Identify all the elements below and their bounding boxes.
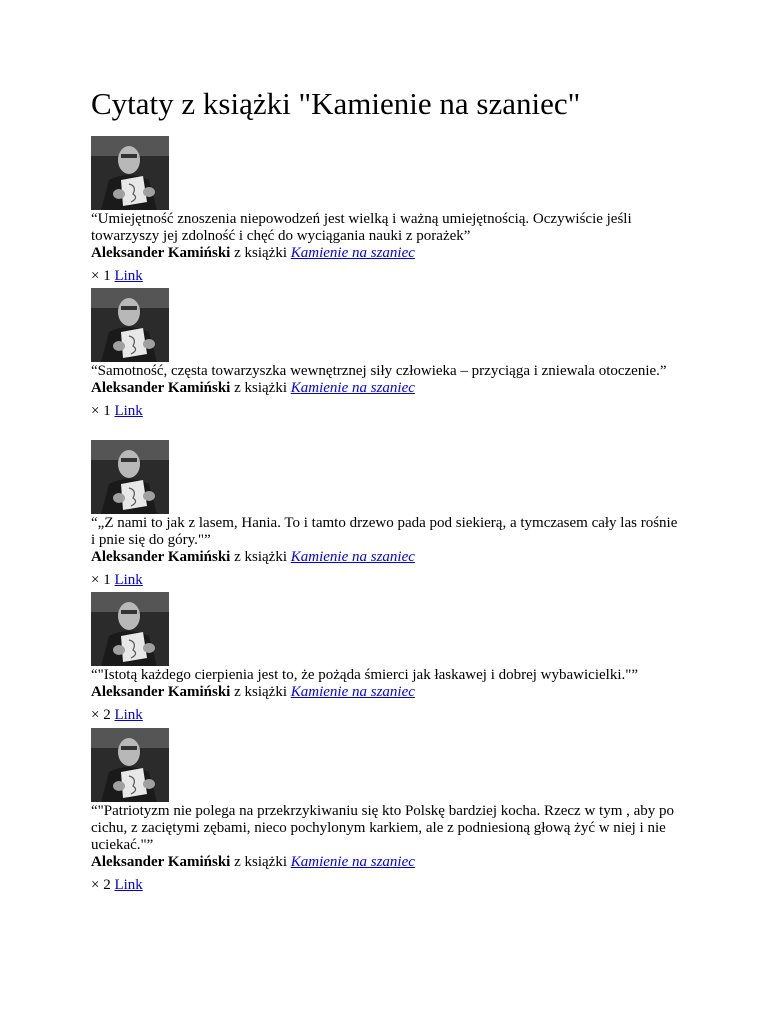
quote-text: “„Z nami to jak z lasem, Hania. To i tamto drzewo pada pod siekierą, a tymczasem cały las rośnie i pnie się do góry."” [91,515,678,548]
quote-author[interactable]: Aleksander Kamiński [91,380,231,396]
quote-text: “"Patriotyzm nie polega na przekrzykiwaniu się kto Polskę bardziej kocha. Rzecz w tym , aby po cichu, z zaciętymi zębami, nieco pochylonym karkiem, ale z podniesioną głową żyć w niej i nie uciekać."” [91,803,675,853]
author-photo-icon [91,136,169,210]
page-title: Cytaty z książki "Kamienie na szaniec" [91,86,581,121]
book-link[interactable]: Kamienie na szaniec [290,245,415,261]
quote-meta [91,572,681,589]
like-count[interactable]: × 1 [91,268,111,284]
book-link[interactable]: Kamienie na szaniec [290,684,415,700]
quote-item [91,728,681,894]
author-photo-icon [91,728,169,802]
quote-item [91,440,681,589]
quote-permalink[interactable]: Link [114,707,143,723]
quote-byline [91,549,681,566]
book-link[interactable]: Kamienie na szaniec [290,854,415,870]
author-photo [91,728,169,802]
quote-permalink[interactable]: Link [114,877,143,893]
author-photo-icon [91,440,169,514]
quote-item [91,288,681,420]
book-link[interactable]: Kamienie na szaniec [290,380,415,396]
author-photo-icon [91,592,169,666]
author-photo [91,440,169,514]
quote-from: z książki [234,684,287,700]
quote-byline [91,684,681,701]
author-photo [91,592,169,666]
like-count[interactable]: × 1 [91,572,111,588]
quote-author[interactable]: Aleksander Kamiński [91,245,231,261]
quote-from: z książki [234,549,287,565]
book-link[interactable]: Kamienie na szaniec [290,549,415,565]
quote-from: z książki [234,380,287,396]
quote-meta [91,707,681,724]
author-photo [91,288,169,362]
quote-item [91,592,681,724]
author-photo [91,136,169,210]
quote-byline [91,854,681,871]
quote-meta [91,403,681,420]
like-count[interactable]: × 1 [91,403,111,419]
author-photo-icon [91,288,169,362]
quote-permalink[interactable]: Link [114,268,143,284]
quote-text: “Umiejętność znoszenia niepowodzeń jest wielką i ważną umiejętnością. Oczywiście jeśli towarzyszy jej zdolność i chęć do wyciągania nauki z porażek” [91,211,632,244]
quote-from: z książki [234,854,287,870]
quote-author[interactable]: Aleksander Kamiński [91,549,231,565]
like-count[interactable]: × 2 [91,877,111,893]
quote-author[interactable]: Aleksander Kamiński [91,854,231,870]
quote-item [91,136,681,285]
quote-text: “"Istotą każdego cierpienia jest to, że pożąda śmierci jak łaskawej i dobrej wybawicielki."” [91,667,639,683]
quote-byline [91,245,681,262]
quote-meta [91,268,681,285]
quote-text: “Samotność, częsta towarzyszka wewnętrznej siły człowieka – przyciąga i zniewala otoczenie.” [91,363,667,379]
like-count[interactable]: × 2 [91,707,111,723]
quote-permalink[interactable]: Link [114,403,143,419]
quote-author[interactable]: Aleksander Kamiński [91,684,231,700]
quote-byline [91,380,681,397]
quote-from: z książki [234,245,287,261]
quote-meta [91,877,681,894]
quote-permalink[interactable]: Link [114,572,143,588]
